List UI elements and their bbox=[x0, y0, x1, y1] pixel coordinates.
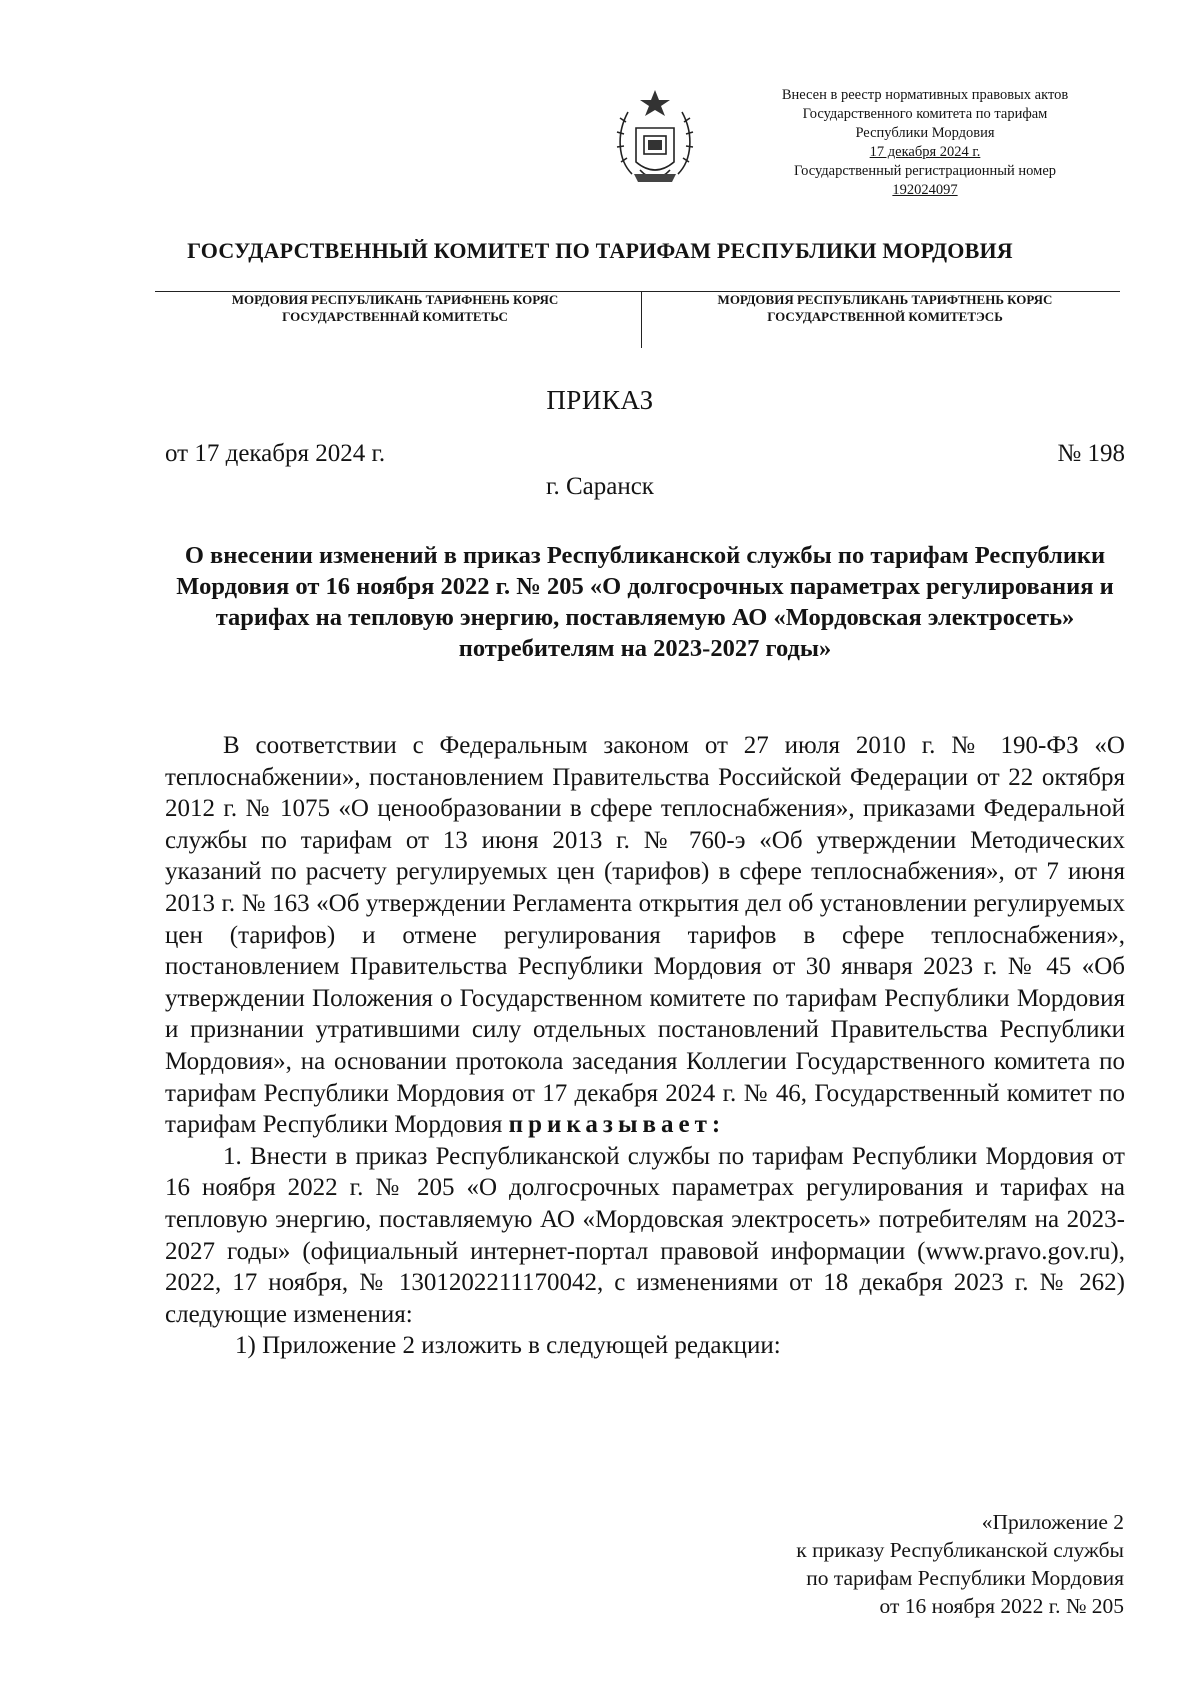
order-number: № 198 bbox=[1057, 440, 1125, 467]
moksha-line-2: ГОСУДАРСТВЕННАЙ КОМИТЕТЬС bbox=[282, 309, 508, 324]
document-heading: О внесении изменений в приказ Республиканской службы по тарифам Республики Мордовия от 16 ноября 2022 г. № 205 «О долгосрочных параметрах регулирования и тарифах на тепловую энергию, поставляемую АО «Мордовская электросеть» потребителям на 2023-2027 годы» bbox=[176, 542, 1114, 662]
appendix-line-1: «Приложение 2 bbox=[981, 1510, 1124, 1534]
subitem-1-paragraph: 1) Приложение 2 изложить в следующей редакции: bbox=[235, 1332, 781, 1360]
moksha-line-1: МОРДОВИЯ РЕСПУБЛИКАНЬ ТАРИФНЕНЬ КОРЯС bbox=[231, 292, 559, 307]
coat-of-arms-emblem bbox=[610, 82, 700, 192]
appendix-line-3: по тарифам Республики Мордовия bbox=[806, 1566, 1124, 1590]
registry-stamp bbox=[735, 86, 1115, 200]
committee-title: ГОСУДАРСТВЕННЫЙ КОМИТЕТ ПО ТАРИФАМ РЕСПУБЛИКИ МОРДОВИЯ bbox=[187, 238, 1013, 263]
order-date: от 17 декабря 2024 г. bbox=[165, 440, 386, 467]
appendix-line-2: к приказу Республиканской службы bbox=[796, 1538, 1124, 1562]
committee-title-erzya bbox=[650, 291, 1120, 325]
orders-word: приказывает: bbox=[508, 1111, 726, 1139]
erzya-line-2: ГОСУДАРСТВЕННОЙ КОМИТЕТЭСЬ bbox=[767, 309, 1003, 324]
appendix-line-4: от 16 ноября 2022 г. № 205 bbox=[879, 1594, 1124, 1618]
preamble-text: В соответствии с Федеральным законом от 27 июля 2010 г. № 190-ФЗ «О теплоснабжении», постановлением Правительства Российской Федерации от 22 октября 2012 г. № 1075 «О ценообразовании в сфере теплоснабжения», приказами Федеральной службы по тарифам от 13 июня 2013 г. № 760-э «Об утверждении Методических указаний по расчету регулируемых цен (тарифов) в сфере теплоснабжения», от 7 июня 2013 г. № 163 «Об утверждении Регламента открытия дел об установлении регулируемых цен (тарифов) и отмене регулирования тарифов в сфере теплоснабжения», постановлением Правительства Республики Мордовия от 30 января 2023 г. № 45 «Об утверждении Положения о Государственном комитете по тарифам Республики Мордовия и признании утратившими силу отдельных постановлений Правительства Республики Мордовия», на основании протокола заседания Коллегии Государственного комитета по тарифам Республики Мордовия от 17 декабря 2024 г. № 46, Государственный комитет по тарифам Республики Мордовия bbox=[165, 732, 1125, 1139]
item-1-paragraph: 1. Внести в приказ Республиканской службы по тарифам Республики Мордовия от 16 ноября 2022 г. № 205 «О долгосрочных параметрах регулирования и тарифах на тепловую энергию, поставляемую АО «Мордовская электросеть» потребителям на 2023-2027 годы» (официальный интернет-портал правовой информации (www.pravo.gov.ru), 2022, 17 ноября, № 1301202211170042, с изменениями от 18 декабря 2023 г. № 262) следующие изменения: bbox=[165, 1142, 1125, 1328]
registry-date: 17 декабря 2024 г. bbox=[869, 144, 981, 160]
committee-title-moksha bbox=[160, 291, 630, 325]
order-city: г. Саранск bbox=[546, 473, 654, 500]
erzya-line-1: МОРДОВИЯ РЕСПУБЛИКАНЬ ТАРИФТНЕНЬ КОРЯС bbox=[717, 292, 1053, 307]
order-title: ПРИКАЗ bbox=[546, 385, 654, 415]
registry-number: 192024097 bbox=[892, 182, 958, 198]
registry-line-1: Внесен в реестр нормативных правовых актов bbox=[781, 87, 1069, 103]
preamble-paragraph bbox=[165, 730, 1125, 1141]
registry-line-5: Государственный регистрационный номер bbox=[793, 163, 1057, 179]
document-body bbox=[165, 730, 1125, 1362]
registry-line-3: Республики Мордовия bbox=[855, 125, 995, 141]
registry-line-2: Государственного комитета по тарифам bbox=[802, 106, 1048, 122]
appendix-reference bbox=[690, 1508, 1124, 1620]
header-vertical-divider bbox=[641, 292, 642, 348]
